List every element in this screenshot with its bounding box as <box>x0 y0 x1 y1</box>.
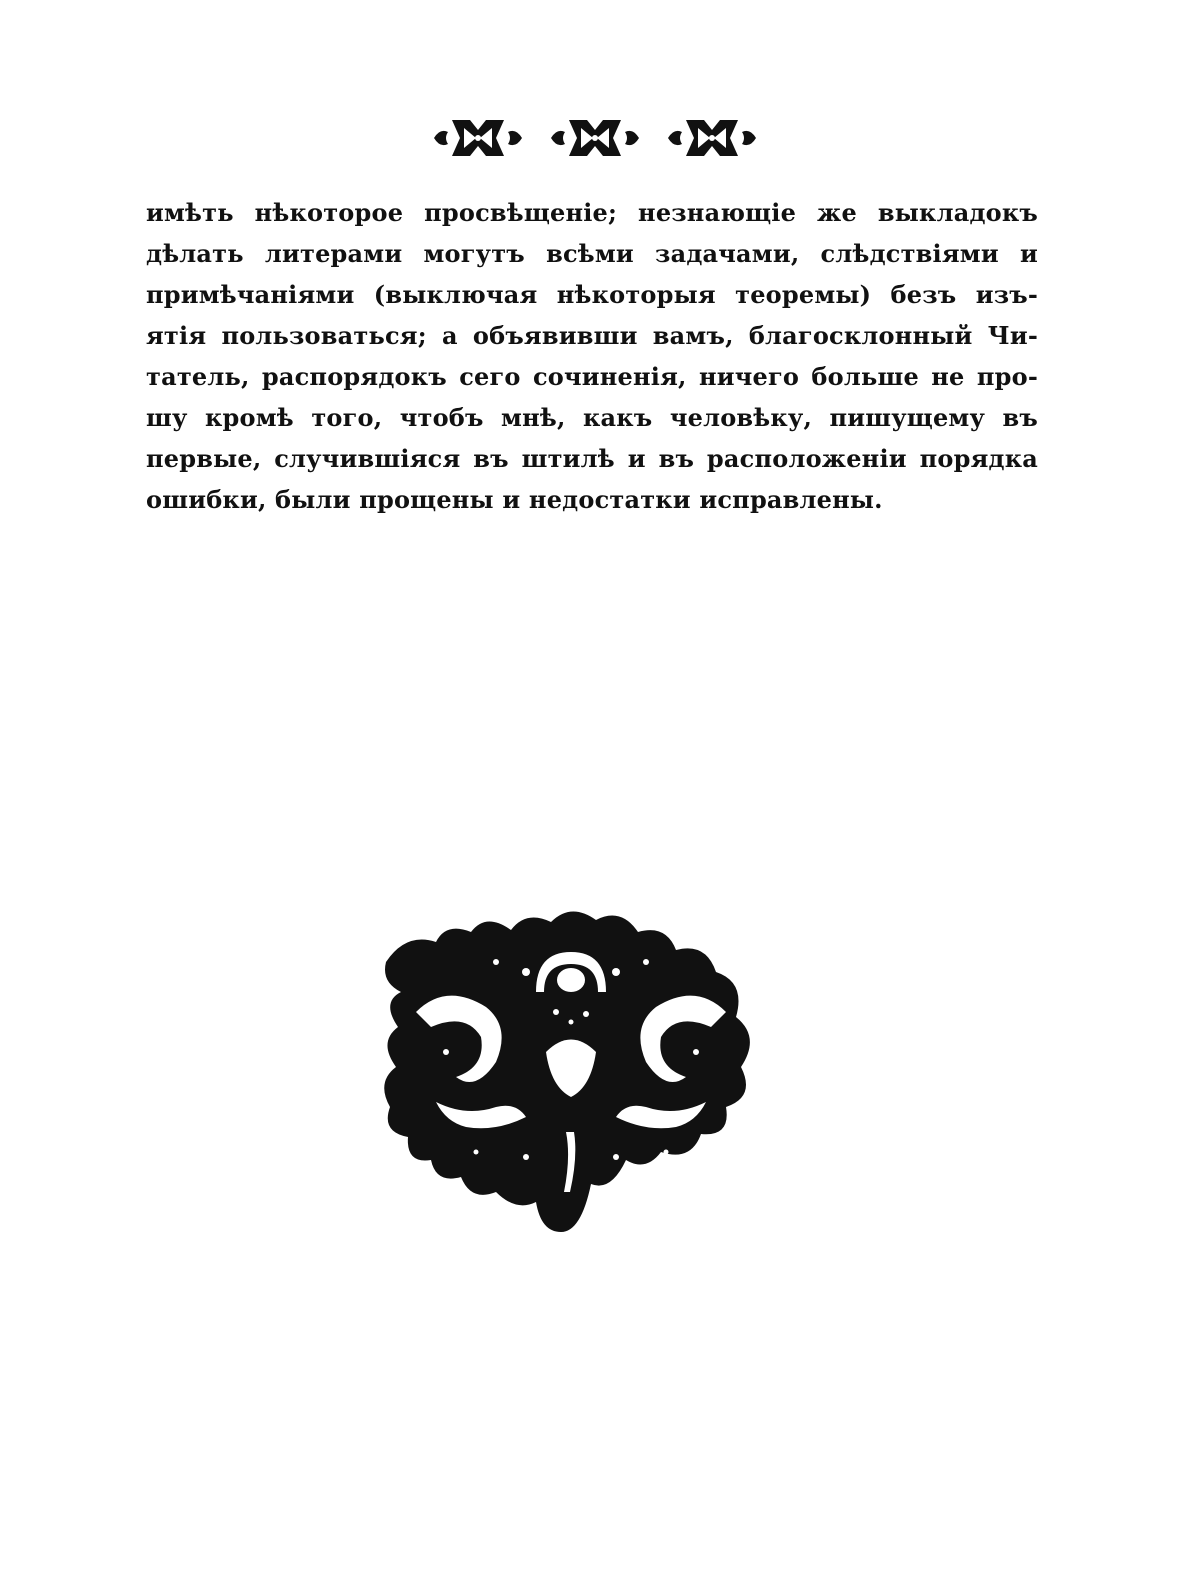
text-line: татель, распорядокъ сего сочиненія, ничего больше не про- <box>146 362 1038 391</box>
header-ornament-row <box>430 110 760 166</box>
ornament-rosette-icon <box>547 112 643 164</box>
text-line: первые, случившіяся въ штилѣ и въ расположеніи порядка <box>146 444 1038 473</box>
body-text <box>146 192 1038 520</box>
text-line: примѣчаніями (выключая нѣкоторыя теоремы) безъ изъ- <box>146 280 1038 309</box>
ornament-rosette-icon <box>430 112 526 164</box>
text-line: имѣть нѣкоторое просвѣщеніе; незнающіе же выкладокъ <box>146 198 1038 227</box>
text-line: дѣлать литерами могутъ всѣми задачами, слѣдствіями и <box>146 239 1038 268</box>
floral-fleuron-icon <box>376 902 766 1252</box>
ornament-rosette-icon <box>664 112 760 164</box>
text-line: шу кромѣ того, чтобъ мнѣ, какъ человѣку, пишущему въ <box>146 403 1038 432</box>
text-line: ошибки, были прощены и недостатки исправлены. <box>146 485 883 514</box>
text-line: ятія пользоваться; а объявивши вамъ, благосклонный Чи- <box>146 321 1038 350</box>
